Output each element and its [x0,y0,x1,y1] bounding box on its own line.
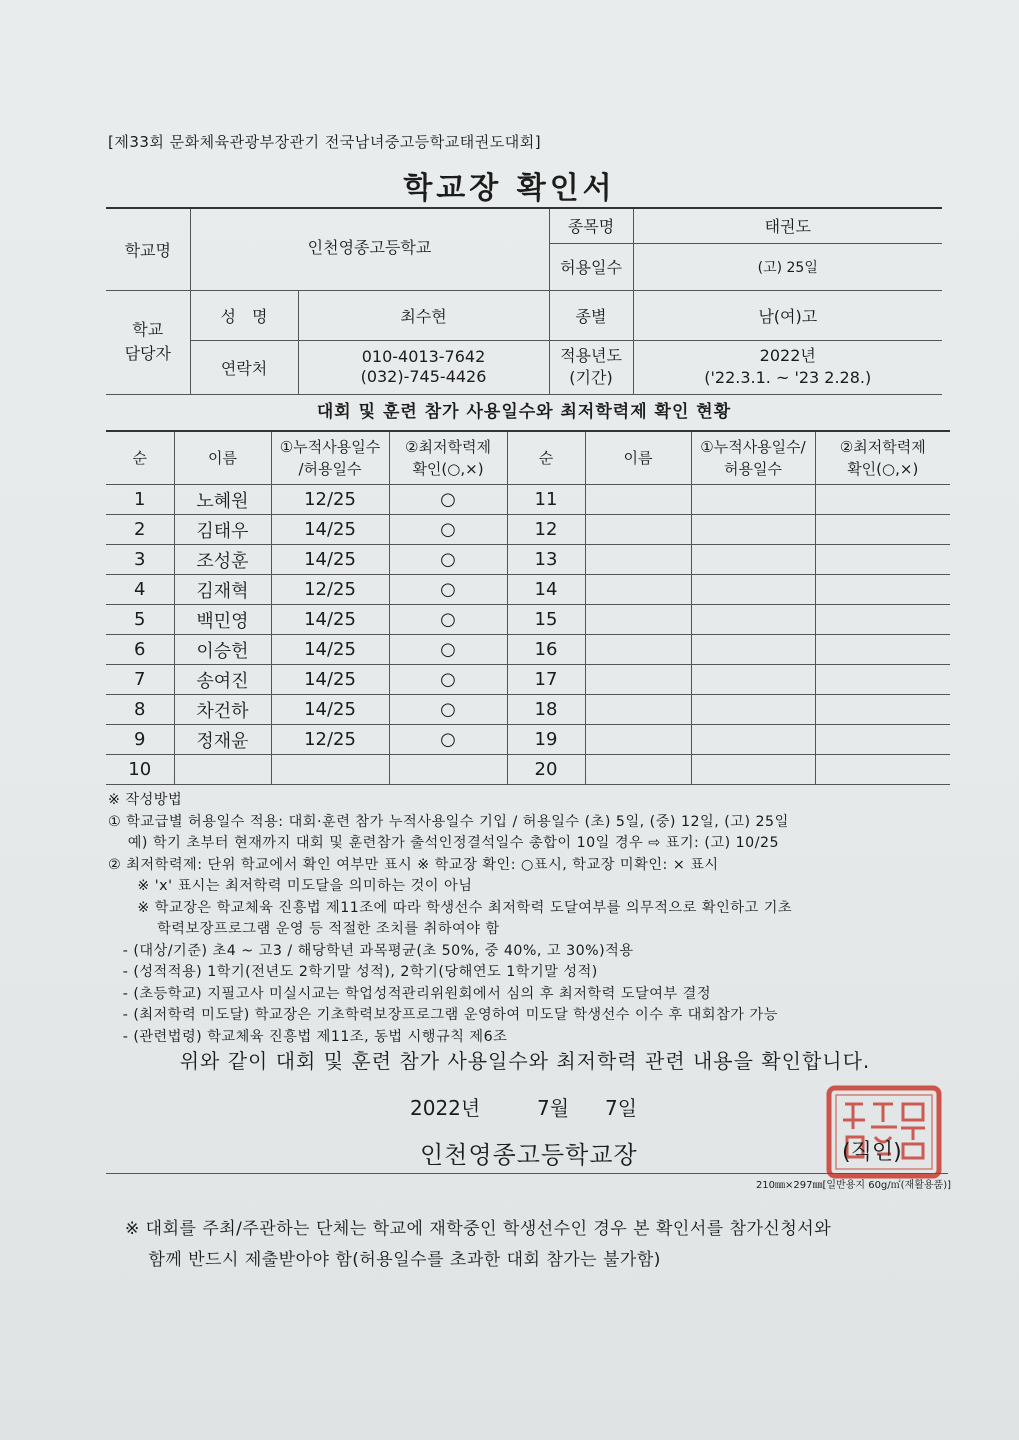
manager-name: 최수현 [298,290,549,340]
student-name-2 [585,725,691,755]
competition-name: [제33회 문화체육관광부장관기 전국남녀중고등학교태권도대회] [108,133,542,151]
table-row [106,695,950,725]
note-line: ① 학교급별 허용일수 적용: 대회·훈련 참가 누적사용일수 기입 / 허용일수 (초) 5일, (중) 12일, (고) 25일 [108,813,789,830]
note-line: - (대상/기준) 초4 ~ 고3 / 해당학년 과목평균(초 50%, 중 40%, 고 30%)적용 [108,942,634,959]
student-name: 정재윤 [174,725,271,755]
header-no: 순 [106,431,174,485]
cumulative-days: 12/25 [271,575,389,605]
cumulative-days: 12/25 [271,725,389,755]
student-name: 이승헌 [174,635,271,665]
writing-instructions [108,790,958,1048]
student-name-2 [585,635,691,665]
school-value: 인천영종고등학교 [190,208,549,290]
min-academic-check: ○ [389,575,507,605]
row-no: 9 [106,725,174,755]
student-name: 백민영 [174,605,271,635]
cumulative-days: 12/25 [271,485,389,515]
date-day: 7일 [605,1096,638,1120]
table-row [106,755,950,785]
student-name [174,755,271,785]
header-days-2: ①누적사용일수/ 허용일수 [691,431,815,485]
date-month: 7월 [537,1096,570,1120]
header-min: ②최저학력제 확인(○,×) [389,431,507,485]
student-name-2 [585,485,691,515]
header-name: 이름 [174,431,271,485]
school-info-table [106,207,942,395]
cumulative-days: 14/25 [271,545,389,575]
divider [106,1173,948,1174]
table-row [106,605,950,635]
cumulative-days: 14/25 [271,515,389,545]
min-academic-check-2 [815,755,950,785]
row-no-2: 17 [507,665,585,695]
row-no-2: 18 [507,695,585,725]
cumulative-days: 14/25 [271,605,389,635]
row-no: 4 [106,575,174,605]
min-academic-check: ○ [389,665,507,695]
cumulative-days-2 [691,485,815,515]
note-line: - (최저학력 미도달) 학교장은 기초학력보장프로그램 운영하여 미도달 학생선수 이수 후 대회참가 가능 [108,1007,778,1023]
min-academic-check-2 [815,695,950,725]
date-year: 2022년 [410,1096,481,1120]
header-no-2: 순 [507,431,585,485]
table-row [106,575,950,605]
student-name-2 [585,665,691,695]
principal-title: 인천영종고등학교장 [420,1141,638,1169]
student-name-2 [585,755,691,785]
row-no-2: 13 [507,545,585,575]
row-no-2: 12 [507,515,585,545]
min-academic-check: ○ [389,545,507,575]
note-line: - (초등학교) 지필고사 미실시교는 학업성적관리위원회에서 심의 후 최저학력 도달여부 결정 [108,985,712,1002]
header-name-2: 이름 [585,431,691,485]
min-academic-check-2 [815,665,950,695]
table-row [106,635,950,665]
cumulative-days: 14/25 [271,635,389,665]
row-no-2: 16 [507,635,585,665]
paper-spec: 210㎜×297㎜[일반용지 60g/㎡(재활용품)] [755,1180,951,1191]
contact-label: 연락처 [190,340,298,394]
header-min-2: ②최저학력제 확인(○,×) [815,431,950,485]
min-academic-check: ○ [389,515,507,545]
student-name-2 [585,695,691,725]
student-name: 송여진 [174,665,271,695]
row-no-2: 20 [507,755,585,785]
event-label: 종목명 [549,208,633,243]
roster-table [106,430,950,785]
min-academic-check-2 [815,725,950,755]
cumulative-days-2 [691,755,815,785]
allowed-days-label: 허용일수 [549,243,633,290]
seal-mark-label: (직인) [842,1140,902,1165]
note-line: ※ 'x' 표시는 최저학력 미도달을 의미하는 것이 아님 [108,878,473,894]
cumulative-days [271,755,389,785]
allowed-days-value: (고) 25일 [633,243,942,290]
cumulative-days-2 [691,605,815,635]
note-line: ② 최저학력제: 단위 학교에서 확인 여부만 표시 ※ 학교장 확인: ○표시, 학교장 미확인: × 표시 [108,856,719,873]
row-no: 10 [106,755,174,785]
note-line: - (성적적용) 1학기(전년도 2학기말 성적), 2학기(당해연도 1학기말 성적) [108,964,598,980]
row-no-2: 15 [507,605,585,635]
note-line: ※ 학교장은 학교체육 진흥법 제11조에 따라 학생선수 최저학력 도달여부를 의무적으로 확인하고 기초 [108,899,793,916]
min-academic-check-2 [815,485,950,515]
table-row [106,665,950,695]
row-no: 8 [106,695,174,725]
row-no: 1 [106,485,174,515]
table-row [106,485,950,515]
school-label: 학교명 [106,208,190,290]
cumulative-days-2 [691,725,815,755]
row-no-2: 14 [507,575,585,605]
student-name-2 [585,605,691,635]
cumulative-days-2 [691,665,815,695]
manager-label: 학교 담당자 [106,290,190,394]
cumulative-days: 14/25 [271,665,389,695]
event-value: 태권도 [633,208,942,243]
gender-value: 남(여)고 [633,290,942,340]
page-title: 학교장 확인서 [403,171,616,206]
min-academic-check-2 [815,545,950,575]
note-line: 학력보장프로그램 운영 등 적절한 조치를 취하여야 함 [108,921,500,937]
cumulative-days-2 [691,695,815,725]
period-label: 적용년도 (기간) [549,340,633,394]
min-academic-check-2 [815,605,950,635]
name-label: 성 명 [190,290,298,340]
roster-header-row [106,431,950,485]
row-no: 7 [106,665,174,695]
cumulative-days-2 [691,545,815,575]
student-name: 차건하 [174,695,271,725]
min-academic-check-2 [815,575,950,605]
row-no: 6 [106,635,174,665]
note-line: - (관련법령) 학교체육 진흥법 제11조, 동법 시행규칙 제6조 [108,1028,508,1045]
official-seal-icon [823,1082,945,1182]
min-academic-check: ○ [389,485,507,515]
min-academic-check: ○ [389,605,507,635]
student-name: 노혜원 [174,485,271,515]
student-name-2 [585,545,691,575]
min-academic-check: ○ [389,725,507,755]
student-name: 김태우 [174,515,271,545]
header-days: ①누적사용일수 /허용일수 [271,431,389,485]
note-line: ※ 작성방법 [108,792,183,808]
min-academic-check-2 [815,515,950,545]
section-title: 대회 및 훈련 참가 사용일수와 최저학력제 확인 현황 [316,402,732,422]
student-name: 김재혁 [174,575,271,605]
cumulative-days-2 [691,515,815,545]
table-row [106,515,950,545]
min-academic-check: ○ [389,695,507,725]
row-no: 2 [106,515,174,545]
submission-footnote: ※ 대회를 주최/주관하는 단체는 학교에 재학중인 학생선수인 경우 본 확인서를 참가신청서와 함께 반드시 제출받아야 함(허용일수를 초과한 대회 참가는 불가함) [125,1219,832,1270]
row-no: 5 [106,605,174,635]
row-no-2: 11 [507,485,585,515]
cumulative-days-2 [691,635,815,665]
student-name-2 [585,575,691,605]
gender-label: 종별 [549,290,633,340]
cumulative-days: 14/25 [271,695,389,725]
min-academic-check-2 [815,635,950,665]
contact-value: 010-4013-7642 (032)-745-4426 [298,340,549,394]
confirmation-statement: 위와 같이 대회 및 훈련 참가 사용일수와 최저학력 관련 내용을 확인합니다. [179,1049,871,1073]
period-value: 2022년 ('22.3.1. ~ '23 2.28.) [633,340,942,394]
note-line: 예) 학기 초부터 현재까지 대회 및 훈련참가 출석인정결석일수 총합이 10일 경우 ⇨ 표기: (고) 10/25 [108,835,780,851]
min-academic-check: ○ [389,635,507,665]
cumulative-days-2 [691,575,815,605]
row-no: 3 [106,545,174,575]
min-academic-check [389,755,507,785]
student-name-2 [585,515,691,545]
table-row [106,545,950,575]
table-row [106,725,950,755]
student-name: 조성훈 [174,545,271,575]
row-no-2: 19 [507,725,585,755]
